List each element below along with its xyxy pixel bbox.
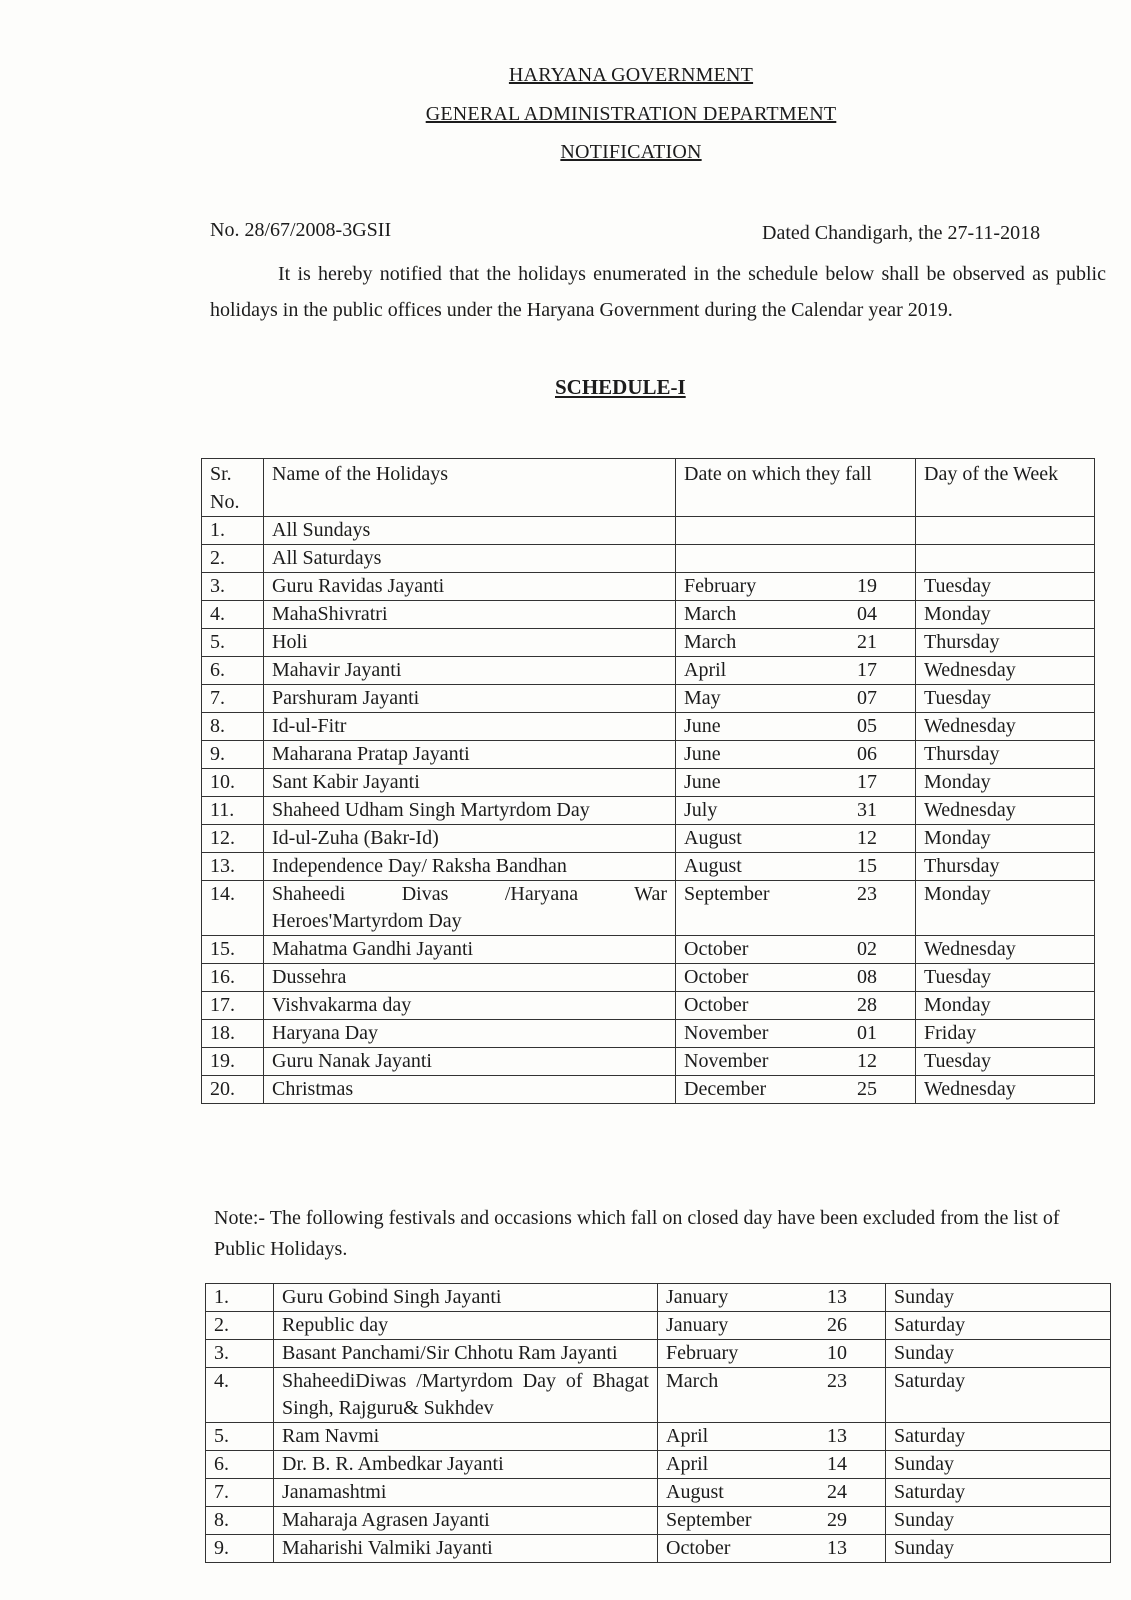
row-day: 04 [857, 603, 877, 625]
row-sr-no: 19. [202, 1048, 264, 1076]
row-weekday: Wednesday [916, 1076, 1095, 1104]
row-holiday-name: Holi [264, 629, 676, 657]
row-month: April [666, 1453, 709, 1475]
row-day: 23 [857, 883, 877, 905]
row-weekday: Saturday [886, 1423, 1111, 1451]
row-month: November [684, 1050, 769, 1072]
row-date [658, 1340, 886, 1368]
row-holiday-name: Dr. B. R. Ambedkar Jayanti [274, 1451, 658, 1479]
table-row [202, 1076, 1095, 1104]
table-row [206, 1479, 1111, 1507]
row-sr-no: 2. [206, 1312, 274, 1340]
row-holiday-name: MahaShivratri [264, 601, 676, 629]
row-sr-no: 8. [202, 713, 264, 741]
row-day: 24 [827, 1481, 847, 1503]
row-weekday: Monday [916, 601, 1095, 629]
row-holiday-name: Maharishi Valmiki Jayanti [274, 1535, 658, 1563]
row-date [676, 964, 916, 992]
row-day: 26 [827, 1314, 847, 1336]
header-department: GENERAL ADMINISTRATION DEPARTMENT [425, 103, 837, 125]
table-row [202, 797, 1095, 825]
row-holiday-name: Maharaja Agrasen Jayanti [274, 1507, 658, 1535]
row-weekday: Saturday [886, 1312, 1111, 1340]
row-holiday-name: Ram Navmi [274, 1423, 658, 1451]
table-row [202, 964, 1095, 992]
table-row [202, 853, 1095, 881]
row-month: April [684, 659, 727, 681]
table-row [202, 545, 1095, 573]
row-weekday: Sunday [886, 1535, 1111, 1563]
row-weekday [916, 517, 1095, 545]
row-holiday-name: All Sundays [264, 517, 676, 545]
row-day: 14 [827, 1453, 847, 1475]
row-sr-no: 15. [202, 936, 264, 964]
row-month: September [666, 1509, 752, 1531]
row-month: August [666, 1481, 724, 1503]
row-sr-no: 12. [202, 825, 264, 853]
row-holiday-name: Basant Panchami/Sir Chhotu Ram Jayanti [274, 1340, 658, 1368]
row-date [658, 1423, 886, 1451]
row-weekday: Tuesday [916, 685, 1095, 713]
row-sr-no: 4. [206, 1368, 274, 1423]
row-sr-no: 5. [202, 629, 264, 657]
row-sr-no: 8. [206, 1507, 274, 1535]
table-row [202, 517, 1095, 545]
row-weekday: Saturday [886, 1479, 1111, 1507]
row-holiday-name: Dussehra [264, 964, 676, 992]
row-month: October [666, 1537, 731, 1559]
row-month: March [684, 631, 737, 653]
table-row [206, 1451, 1111, 1479]
row-sr-no: 7. [202, 685, 264, 713]
row-sr-no: 9. [202, 741, 264, 769]
row-sr-no: 3. [202, 573, 264, 601]
row-date [658, 1312, 886, 1340]
row-month: July [684, 799, 718, 821]
row-day: 07 [857, 687, 877, 709]
row-month: November [684, 1022, 769, 1044]
table-row [202, 936, 1095, 964]
row-day: 13 [827, 1537, 847, 1559]
row-month: February [666, 1342, 739, 1364]
row-weekday: Tuesday [916, 573, 1095, 601]
row-date [676, 825, 916, 853]
row-holiday-name: Janamashtmi [274, 1479, 658, 1507]
row-weekday: Monday [916, 769, 1095, 797]
row-weekday: Monday [916, 825, 1095, 853]
row-day: 21 [857, 631, 877, 653]
row-weekday: Sunday [886, 1451, 1111, 1479]
header-date: Date on which they fall [676, 459, 916, 517]
row-holiday-name: Republic day [274, 1312, 658, 1340]
row-holiday-name: Mahatma Gandhi Jayanti [264, 936, 676, 964]
row-holiday-name: Shaheed Udham Singh Martyrdom Day [264, 797, 676, 825]
table-row [202, 741, 1095, 769]
row-date [676, 936, 916, 964]
row-day: 31 [857, 799, 877, 821]
row-day: 06 [857, 743, 877, 765]
row-weekday: Wednesday [916, 713, 1095, 741]
row-sr-no: 7. [206, 1479, 274, 1507]
row-sr-no: 13. [202, 853, 264, 881]
header-sr-no: Sr. No. [202, 459, 264, 517]
row-holiday-name: Independence Day/ Raksha Bandhan [264, 853, 676, 881]
row-weekday: Saturday [886, 1368, 1111, 1423]
row-sr-no: 2. [202, 545, 264, 573]
row-month: December [684, 1078, 767, 1100]
row-weekday: Thursday [916, 629, 1095, 657]
table-row [206, 1423, 1111, 1451]
row-sr-no: 10. [202, 769, 264, 797]
row-holiday-name: Mahavir Jayanti [264, 657, 676, 685]
table-row [206, 1368, 1111, 1423]
row-date [658, 1479, 886, 1507]
row-date [676, 853, 916, 881]
table-row [202, 992, 1095, 1020]
row-day: 10 [827, 1342, 847, 1364]
row-holiday-name: Guru Ravidas Jayanti [264, 573, 676, 601]
row-month: August [684, 827, 742, 849]
table-row [202, 881, 1095, 936]
row-date [676, 769, 916, 797]
row-month: March [684, 603, 737, 625]
table-row [202, 769, 1095, 797]
row-holiday-name: Sant Kabir Jayanti [264, 769, 676, 797]
row-date [658, 1284, 886, 1312]
table-row [206, 1535, 1111, 1563]
table-row [206, 1312, 1111, 1340]
table-row [202, 685, 1095, 713]
row-date [676, 1048, 916, 1076]
row-date [676, 545, 916, 573]
row-sr-no: 9. [206, 1535, 274, 1563]
reference-number: No. 28/67/2008-3GSII [210, 219, 392, 241]
row-month: August [684, 855, 742, 877]
row-date [676, 517, 916, 545]
table-row [202, 1048, 1095, 1076]
row-holiday-name: Guru Gobind Singh Jayanti [274, 1284, 658, 1312]
row-month: May [684, 687, 721, 709]
table-row [202, 713, 1095, 741]
row-date [676, 629, 916, 657]
row-holiday-name: Parshuram Jayanti [264, 685, 676, 713]
header-notification: NOTIFICATION [560, 141, 702, 163]
row-sr-no: 6. [206, 1451, 274, 1479]
row-holiday-name: Haryana Day [264, 1020, 676, 1048]
intro-paragraph: It is hereby notified that the holidays enumerated in the schedule below shall be observed as public holidays in the public offices under the Haryana Government during the Calendar year 2019. [210, 263, 1106, 321]
row-weekday: Thursday [916, 853, 1095, 881]
row-day: 29 [827, 1509, 847, 1531]
row-sr-no: 17. [202, 992, 264, 1020]
row-sr-no: 16. [202, 964, 264, 992]
row-date [676, 601, 916, 629]
row-month: June [684, 715, 721, 737]
row-date [658, 1451, 886, 1479]
row-date [676, 685, 916, 713]
row-holiday-name: Vishvakarma day [264, 992, 676, 1020]
dated-line: Dated Chandigarh, the 27-11-2018 [762, 222, 1041, 244]
row-sr-no: 20. [202, 1076, 264, 1104]
row-month: October [684, 938, 749, 960]
row-weekday: Sunday [886, 1507, 1111, 1535]
table-row [202, 825, 1095, 853]
row-weekday: Wednesday [916, 657, 1095, 685]
row-day: 12 [857, 827, 877, 849]
row-month: January [666, 1314, 729, 1336]
row-day: 17 [857, 659, 877, 681]
table-row [202, 601, 1095, 629]
row-date [676, 1076, 916, 1104]
row-day: 25 [857, 1078, 877, 1100]
row-date [658, 1535, 886, 1563]
row-date [658, 1368, 886, 1423]
row-day: 17 [857, 771, 877, 793]
row-holiday-name: ShaheediDiwas /Martyrdom Day of Bhagat Singh, Rajguru& Sukhdev [274, 1368, 658, 1423]
row-date [676, 573, 916, 601]
row-day: 19 [857, 575, 877, 597]
row-sr-no: 4. [202, 601, 264, 629]
row-holiday-name: Id-ul-Zuha (Bakr-Id) [264, 825, 676, 853]
row-date [676, 713, 916, 741]
row-holiday-name: Shaheedi Divas /Haryana War Heroes'Martyrdom Day [264, 881, 676, 936]
table-row [202, 629, 1095, 657]
row-weekday: Tuesday [916, 1048, 1095, 1076]
schedule-title: SCHEDULE-I [555, 375, 686, 399]
row-weekday: Monday [916, 992, 1095, 1020]
row-date [676, 992, 916, 1020]
row-date [658, 1507, 886, 1535]
row-holiday-name: Guru Nanak Jayanti [264, 1048, 676, 1076]
row-weekday: Wednesday [916, 797, 1095, 825]
row-date [676, 797, 916, 825]
row-weekday: Friday [916, 1020, 1095, 1048]
row-holiday-name: Id-ul-Fitr [264, 713, 676, 741]
holiday-table [201, 458, 1095, 1104]
note-text: Note:- The following festivals and occasions which fall on closed day have been excluded from the list of Public Holidays. [214, 1207, 1060, 1260]
row-month: June [684, 743, 721, 765]
row-month: April [666, 1425, 709, 1447]
table-row [206, 1507, 1111, 1535]
row-month: October [684, 994, 749, 1016]
row-weekday: Sunday [886, 1340, 1111, 1368]
row-day: 23 [827, 1370, 847, 1392]
row-sr-no: 5. [206, 1423, 274, 1451]
row-weekday: Thursday [916, 741, 1095, 769]
row-weekday: Monday [916, 881, 1095, 936]
row-weekday: Wednesday [916, 936, 1095, 964]
row-month: September [684, 883, 770, 905]
row-sr-no: 3. [206, 1340, 274, 1368]
row-sr-no: 18. [202, 1020, 264, 1048]
excluded-holiday-table [205, 1283, 1111, 1563]
table-row [202, 573, 1095, 601]
row-date [676, 881, 916, 936]
row-sr-no: 1. [202, 517, 264, 545]
row-day: 13 [827, 1286, 847, 1308]
row-day: 02 [857, 938, 877, 960]
row-day: 08 [857, 966, 877, 988]
row-sr-no: 11. [202, 797, 264, 825]
table-row [202, 1020, 1095, 1048]
row-holiday-name: All Saturdays [264, 545, 676, 573]
header-holiday-name: Name of the Holidays [264, 459, 676, 517]
row-holiday-name: Maharana Pratap Jayanti [264, 741, 676, 769]
row-day: 05 [857, 715, 877, 737]
row-weekday: Tuesday [916, 964, 1095, 992]
row-day: 12 [857, 1050, 877, 1072]
row-day: 28 [857, 994, 877, 1016]
table-row [206, 1340, 1111, 1368]
row-weekday: Sunday [886, 1284, 1111, 1312]
table-row [202, 657, 1095, 685]
row-day: 13 [827, 1425, 847, 1447]
row-date [676, 657, 916, 685]
table-row [206, 1284, 1111, 1312]
row-holiday-name: Christmas [264, 1076, 676, 1104]
row-weekday [916, 545, 1095, 573]
row-sr-no: 6. [202, 657, 264, 685]
row-date [676, 741, 916, 769]
header-weekday: Day of the Week [916, 459, 1095, 517]
header-government: HARYANA GOVERNMENT [508, 64, 754, 86]
holiday-table-header [202, 459, 1095, 517]
row-month: January [666, 1286, 729, 1308]
row-month: October [684, 966, 749, 988]
row-month: June [684, 771, 721, 793]
row-sr-no: 1. [206, 1284, 274, 1312]
row-month: March [666, 1370, 719, 1392]
row-date [676, 1020, 916, 1048]
row-day: 15 [857, 855, 877, 877]
row-month: February [684, 575, 757, 597]
row-sr-no: 14. [202, 881, 264, 936]
row-day: 01 [857, 1022, 877, 1044]
